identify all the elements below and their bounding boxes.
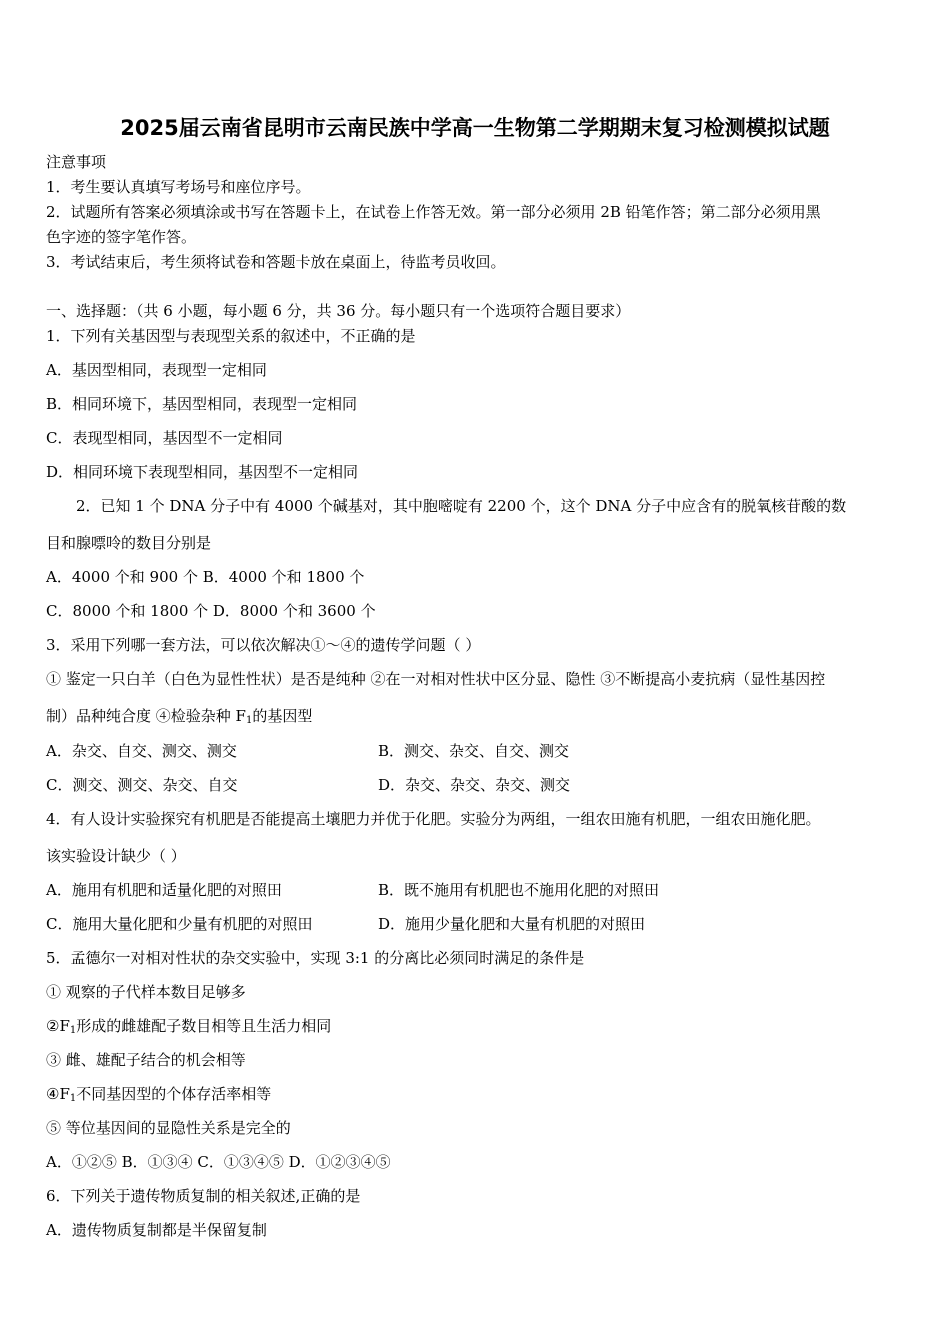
question-stem: 5．孟德尔一对相对性状的杂交实验中，实现 3:1 的分离比必须同时满足的条件是	[46, 949, 585, 967]
condition: $④F_1$不同基因型的个体存活率相等	[46, 1085, 272, 1104]
options-line: A．①②⑤ B．①③④ C．①③④⑤ D．①②③④⑤	[46, 1153, 391, 1171]
notice-heading: 注意事项	[46, 153, 107, 171]
option-b: B．既不施用有机肥也不施用化肥的对照田	[378, 881, 660, 899]
option-c: C．施用大量化肥和少量有机肥的对照田	[46, 915, 313, 933]
page-title: 2025届云南省昆明市云南民族中学高一生物第二学期期末复习检测模拟试题	[120, 116, 830, 140]
condition: ③ 雌、雄配子结合的机会相等	[46, 1051, 246, 1069]
question-detail: 制）品种纯合度 ④检验杂种 $F_1$的基因型	[46, 707, 313, 726]
option-b: B．测交、杂交、自交、测交	[378, 742, 570, 760]
question-stem: 1．下列有关基因型与表现型关系的叙述中，不正确的是	[46, 327, 416, 345]
condition: $②F_1$形成的雌雄配子数目相等且生活力相同	[46, 1017, 332, 1036]
notice-item: 1．考生要认真填写考场号和座位序号。	[46, 178, 311, 196]
question-detail: ① 鉴定一只白羊（白色为显性性状）是否是纯种 ②在一对相对性状中区分显、隐性 ③不断提高小麦抗病（显性基因控	[46, 670, 826, 688]
options-cd: C．8000 个和 1800 个 D．8000 个和 3600 个	[46, 602, 376, 620]
question-stem: 2．已知 1 个 DNA 分子中有 4000 个碱基对，其中胞嘧啶有 2200 个，这个 DNA 分子中应含有的脱氧核苷酸的数	[76, 497, 847, 515]
question-stem: 6．下列关于遗传物质复制的相关叙述,正确的是	[46, 1187, 361, 1205]
option-c: C．测交、测交、杂交、自交	[46, 776, 238, 794]
question-stem: 3．采用下列哪一套方法，可以依次解决①～④的遗传学问题（ ）	[46, 636, 481, 654]
options-ab: A．4000 个和 900 个 B．4000 个和 1800 个	[46, 568, 365, 586]
notice-item: 3．考试结束后，考生须将试卷和答题卡放在桌面上，待监考员收回。	[46, 253, 506, 271]
option-a: A．遗传物质复制都是半保留复制	[46, 1221, 267, 1239]
notice-item: 色字迹的签字笔作答。	[46, 228, 197, 246]
option-d: D．施用少量化肥和大量有机肥的对照田	[378, 915, 646, 933]
notice-item: 2．试题所有答案必须填涂或书写在答题卡上，在试卷上作答无效。第一部分必须用 2B 铅笔作答；第二部分必须用黑	[46, 203, 821, 221]
question-stem-cont: 该实验设计缺少（ ）	[46, 847, 186, 865]
option-d: D．相同环境下表现型相同，基因型不一定相同	[46, 463, 359, 481]
question-stem-cont: 目和腺嘌呤的数目分别是	[46, 534, 212, 552]
section-heading: 一、选择题：（共 6 小题，每小题 6 分，共 36 分。每小题只有一个选项符合题目要求）	[46, 302, 631, 320]
option-a: A．杂交、自交、测交、测交	[46, 742, 237, 760]
condition: ① 观察的子代样本数目足够多	[46, 983, 246, 1001]
option-a: A．施用有机肥和适量化肥的对照田	[46, 881, 282, 899]
condition: ⑤ 等位基因间的显隐性关系是完全的	[46, 1119, 291, 1137]
option-c: C．表现型相同，基因型不一定相同	[46, 429, 283, 447]
option-a: A．基因型相同，表现型一定相同	[46, 361, 267, 379]
option-b: B．相同环境下，基因型相同，表现型一定相同	[46, 395, 358, 413]
option-d: D．杂交、杂交、杂交、测交	[378, 776, 571, 794]
question-stem: 4．有人设计实验探究有机肥是否能提高土壤肥力并优于化肥。实验分为两组，一组农田施有机肥，一组农田施化肥。	[46, 810, 821, 828]
